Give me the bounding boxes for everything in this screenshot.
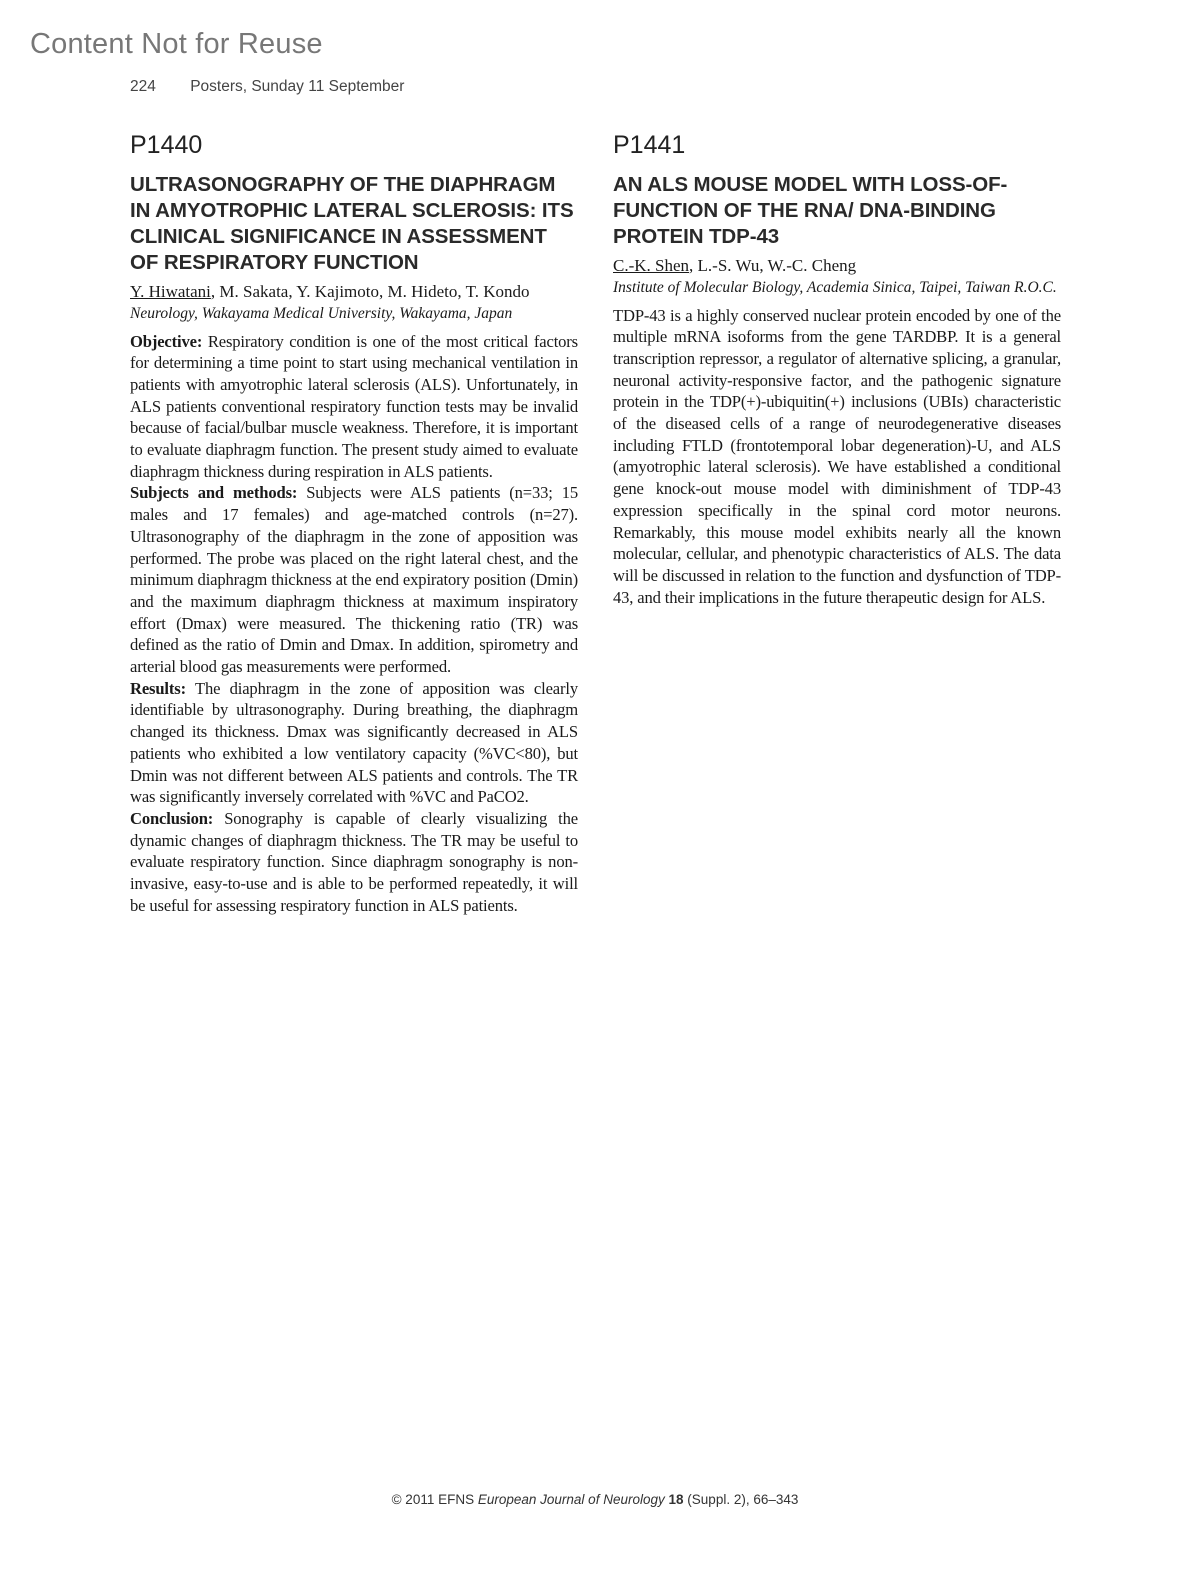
abstract-p1440 xyxy=(130,132,578,916)
section-text: Subjects were ALS patients (n=33; 15 males and 17 females) and age-matched controls (n=27). Ultrasonography of the diaphragm in the zone of apposition was performed. The probe was placed on the right lateral chest, and the minimum diaphragm thickness at the end expiratory position (Dmin) and the maximum diaphragm thickness at maximum inspiratory effort (Dmax) were measured. The thickening ratio (TR) was defined as the ratio of Dmin and Dmax. In addition, spirometry and arterial blood gas measurements were performed. xyxy=(130,483,578,677)
watermark: Content Not for Reuse xyxy=(30,28,323,60)
section-objective xyxy=(130,331,578,483)
section-heading: Results: xyxy=(130,678,186,698)
section-heading: Objective: xyxy=(130,331,203,351)
co-authors: , M. Sakata, Y. Kajimoto, M. Hideto, T. Kondo xyxy=(210,281,530,301)
section-text: Respiratory condition is one of the most critical factors for determining a time point to start using mechanical ventilation in patients with amyotrophic lateral sclerosis (ALS). Unfortunately, in ALS patients conventional respiratory function tests may be invalid because of facial/bulbar muscle weakness. Therefore, it is important to evaluate diaphragm function. The present study aimed to evaluate diaphragm thickness during respiration in ALS patients. xyxy=(130,331,578,481)
footer-journal: European Journal of Neurology xyxy=(477,1492,665,1507)
section-text: The diaphragm in the zone of apposition was clearly identifiable by ultrasonography. During breathing, the diaphragm changed its thickness. Dmax was significantly decreased in ALS patients who exhibited a low ventilatory capacity (%VC<80), but Dmin was not different between ALS patients and controls. The TR was significantly inversely correlated with %VC and PaCO2. xyxy=(130,678,578,807)
presenting-author: Y. Hiwatani xyxy=(130,281,211,301)
abstract-title: ULTRASONOGRAPHY OF THE DIAPHRAGM IN AMYOTROPHIC LATERAL SCLEROSIS: ITS CLINICAL SIGNIFICANCE IN ASSESSMENT OF RESPIRATORY FUNCTION xyxy=(130,172,574,274)
footer-volume: 18 xyxy=(668,1492,684,1507)
section-results xyxy=(130,678,578,808)
author-list xyxy=(613,255,1061,277)
page-footer xyxy=(0,1492,1190,1507)
section-conclusion xyxy=(130,808,578,917)
footer-supplement: (Suppl. 2), 66–343 xyxy=(687,1492,799,1507)
abstract-body: TDP-43 is a highly conserved nuclear protein encoded by one of the multiple mRNA isoforms from the gene TARDBP. It is a general transcription repressor, a regulator of alternative splicing, a granular, neuronal activity-responsive factor, and the pathogenic signature protein in the TDP(+)-ubiquitin(+) inclusions (UBIs) characteristic of the diseased cells of a range of neurodegenerative diseases including FTLD (frontotemporal lobar degeneration)-U, and ALS (amyotrophic lateral sclerosis). We have established a conditional gene knock-out mouse model with diminishment of TDP-43 expression specifically in the spinal cord motor neurons. Remarkably, this mouse model exhibits nearly all the known molecular, cellular, and phenotypic characteristics of ALS. The data will be discussed in relation to the function and dysfunction of TDP-43, and their implications in the future therapeutic design for ALS. xyxy=(613,305,1061,607)
abstract-p1441 xyxy=(613,132,1061,608)
affiliation: Neurology, Wakayama Medical University, Wakayama, Japan xyxy=(130,304,513,322)
section-text: Sonography is capable of clearly visualizing the dynamic changes of diaphragm thickness. The TR may be useful to evaluate respiratory function. Since diaphragm sonography is non-invasive, easy-to-use and is able to be performed repeatedly, it will be useful for assessing respiratory function in ALS patients. xyxy=(130,808,578,915)
abstract-id: P1440 xyxy=(130,131,203,159)
section-heading: Conclusion: xyxy=(130,808,214,828)
affiliation: Institute of Molecular Biology, Academia Sinica, Taipei, Taiwan R.O.C. xyxy=(613,278,1057,296)
running-head xyxy=(130,78,404,96)
footer-copyright: © 2011 EFNS xyxy=(391,1492,475,1507)
author-list xyxy=(130,281,578,303)
section-methods xyxy=(130,482,578,677)
co-authors: , L.-S. Wu, W.-C. Cheng xyxy=(689,255,857,275)
page-number: 224 xyxy=(130,78,156,95)
presenting-author: C.-K. Shen xyxy=(613,255,690,275)
abstract-id: P1441 xyxy=(613,131,686,159)
abstract-title: AN ALS MOUSE MODEL WITH LOSS-OF-FUNCTION OF THE RNA/ DNA-BINDING PROTEIN TDP-43 xyxy=(613,172,1008,248)
section-heading: Subjects and methods: xyxy=(130,483,298,503)
running-head-section: Posters, Sunday 11 September xyxy=(190,78,405,95)
